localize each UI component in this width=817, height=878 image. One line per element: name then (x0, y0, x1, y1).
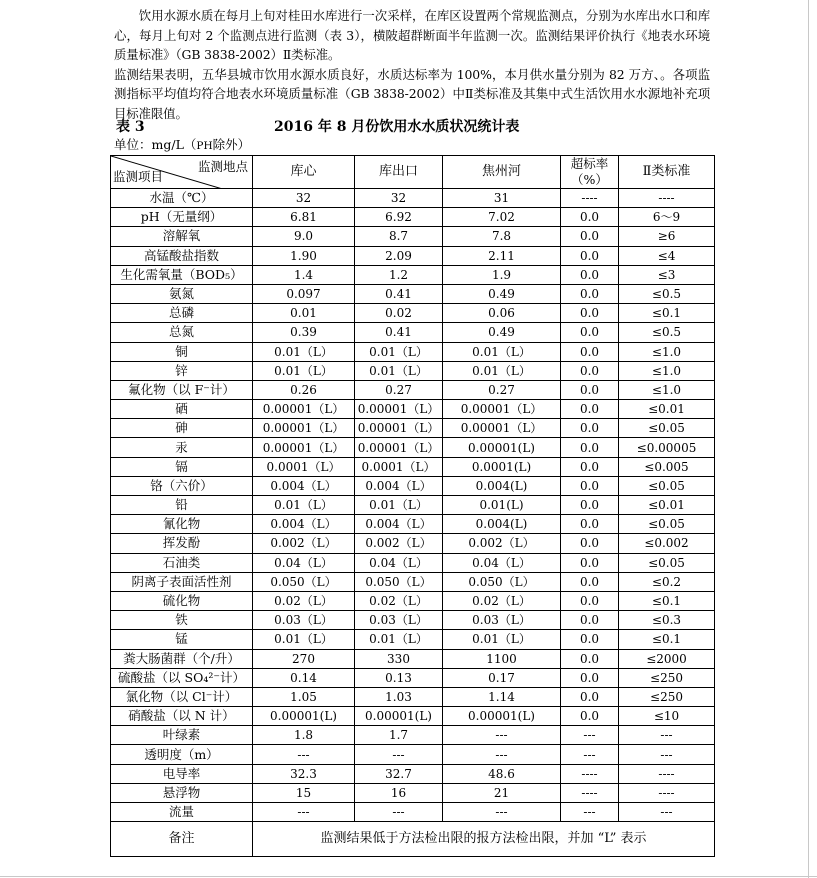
note-text: 监测结果低于方法检出限的报方法检出限，并加 “L” 表示 (253, 822, 715, 857)
row-kuchukou: 0.002（L） (355, 534, 443, 553)
row-kuxin: 1.4 (253, 265, 355, 284)
row-exceed-rate: --- (561, 745, 619, 764)
header-jiaozhouhe: 焦州河 (443, 156, 561, 189)
row-exceed-rate: 0.0 (561, 457, 619, 476)
table-row (111, 611, 715, 630)
row-kuchukou: 0.00001（L） (355, 438, 443, 457)
row-jiaozhouhe: 0.004(L) (443, 515, 561, 534)
row-kuxin: 0.01（L） (253, 496, 355, 515)
row-kuchukou: 330 (355, 649, 443, 668)
row-jiaozhouhe: 0.0001(L) (443, 457, 561, 476)
row-standard: ≤4 (619, 246, 715, 265)
row-kuchukou: 0.004（L） (355, 515, 443, 534)
row-item: 汞 (111, 438, 253, 457)
row-kuxin: 32.3 (253, 764, 355, 783)
row-kuxin: 0.050（L） (253, 572, 355, 591)
row-kuxin: 0.26 (253, 380, 355, 399)
row-item: 锰 (111, 630, 253, 649)
row-kuxin: 1.8 (253, 726, 355, 745)
row-exceed-rate: 0.0 (561, 304, 619, 323)
row-kuchukou: 0.050（L） (355, 572, 443, 591)
row-exceed-rate: 0.0 (561, 572, 619, 591)
row-kuchukou: 0.02 (355, 304, 443, 323)
row-item: 石油类 (111, 553, 253, 572)
row-exceed-rate: 0.0 (561, 649, 619, 668)
row-exceed-rate: --- (561, 726, 619, 745)
row-jiaozhouhe: 1.14 (443, 687, 561, 706)
row-standard: ≤1.0 (619, 342, 715, 361)
row-standard: ≤2000 (619, 649, 715, 668)
table-row (111, 764, 715, 783)
table-body (111, 189, 715, 822)
row-kuxin: 0.39 (253, 323, 355, 342)
row-exceed-rate: 0.0 (561, 476, 619, 495)
table-row (111, 515, 715, 534)
row-standard: ---- (619, 764, 715, 783)
row-jiaozhouhe: 0.02（L） (443, 591, 561, 610)
table-row (111, 476, 715, 495)
unit-suffix: 除外） (212, 137, 251, 152)
row-exceed-rate: 0.0 (561, 553, 619, 572)
row-kuxin: 0.002（L） (253, 534, 355, 553)
row-standard: 6～9 (619, 208, 715, 227)
row-kuchukou: 16 (355, 783, 443, 802)
row-kuxin: 0.00001（L） (253, 438, 355, 457)
row-jiaozhouhe: --- (443, 745, 561, 764)
table-row (111, 687, 715, 706)
row-item: 溶解氧 (111, 227, 253, 246)
table-row (111, 361, 715, 380)
row-standard: ≤0.002 (619, 534, 715, 553)
row-standard: ≤0.1 (619, 630, 715, 649)
header-class2-standard: Ⅱ类标准 (619, 156, 715, 189)
table-row (111, 630, 715, 649)
row-kuxin: 0.00001（L） (253, 400, 355, 419)
row-item: 粪大肠菌群（个/升） (111, 649, 253, 668)
row-item: 氰化物 (111, 515, 253, 534)
row-jiaozhouhe: 0.050（L） (443, 572, 561, 591)
row-jiaozhouhe: 7.8 (443, 227, 561, 246)
row-kuxin: 0.04（L） (253, 553, 355, 572)
row-item: pH（无量纲） (111, 208, 253, 227)
header-kuchukou: 库出口 (355, 156, 443, 189)
row-exceed-rate: 0.0 (561, 515, 619, 534)
row-standard: ≤0.1 (619, 591, 715, 610)
row-kuchukou: 8.7 (355, 227, 443, 246)
row-kuxin: 0.01（L） (253, 342, 355, 361)
header-exceed-rate (561, 156, 619, 189)
row-item: 阴离子表面活性剂 (111, 572, 253, 591)
row-jiaozhouhe: 0.00001(L) (443, 438, 561, 457)
row-kuchukou: 0.41 (355, 284, 443, 303)
row-jiaozhouhe: 0.49 (443, 323, 561, 342)
row-item: 氯化物（以 Cl⁻计） (111, 687, 253, 706)
row-kuxin: 6.81 (253, 208, 355, 227)
row-kuxin: 0.00001(L) (253, 707, 355, 726)
row-standard: ≤10 (619, 707, 715, 726)
row-item: 悬浮物 (111, 783, 253, 802)
row-standard: ≤1.0 (619, 380, 715, 399)
row-kuchukou: 1.2 (355, 265, 443, 284)
row-kuxin: 0.03（L） (253, 611, 355, 630)
row-kuchukou: 0.01（L） (355, 496, 443, 515)
row-standard: --- (619, 745, 715, 764)
row-exceed-rate: 0.0 (561, 361, 619, 380)
row-kuchukou: --- (355, 745, 443, 764)
row-kuchukou: 0.41 (355, 323, 443, 342)
row-item: 铁 (111, 611, 253, 630)
row-jiaozhouhe: 0.01（L） (443, 630, 561, 649)
table-row (111, 246, 715, 265)
table-row (111, 534, 715, 553)
row-kuchukou: 0.004（L） (355, 476, 443, 495)
header-location-label: 监测地点 (197, 159, 248, 174)
row-kuxin: 270 (253, 649, 355, 668)
row-jiaozhouhe: 0.01(L) (443, 496, 561, 515)
row-standard: ≤250 (619, 668, 715, 687)
row-item: 铜 (111, 342, 253, 361)
row-kuxin: 0.00001（L） (253, 419, 355, 438)
row-kuxin: 32 (253, 189, 355, 208)
row-exceed-rate: 0.0 (561, 323, 619, 342)
row-kuchukou: 0.01（L） (355, 361, 443, 380)
row-kuxin: 0.097 (253, 284, 355, 303)
table-row (111, 342, 715, 361)
table-number: 表 3 (116, 119, 145, 135)
row-item: 总氮 (111, 323, 253, 342)
table-title: 2016 年 8 月份饮用水水质状况统计表 (274, 119, 520, 135)
unit-note (114, 136, 250, 155)
row-kuxin: 0.01（L） (253, 630, 355, 649)
row-standard: ≤0.05 (619, 515, 715, 534)
row-item: 铬（六价） (111, 476, 253, 495)
table-row (111, 438, 715, 457)
row-item: 硝酸盐（以 N 计） (111, 707, 253, 726)
row-jiaozhouhe: 21 (443, 783, 561, 802)
row-exceed-rate: 0.0 (561, 284, 619, 303)
row-kuchukou: 0.02（L） (355, 591, 443, 610)
row-standard: ≤0.05 (619, 476, 715, 495)
table-row (111, 400, 715, 419)
row-standard: ≤0.05 (619, 553, 715, 572)
row-kuchukou: 1.03 (355, 687, 443, 706)
row-item: 流量 (111, 803, 253, 822)
row-exceed-rate: 0.0 (561, 419, 619, 438)
header-diagonal-cell (111, 156, 253, 189)
row-standard: ≤0.00005 (619, 438, 715, 457)
table-row (111, 803, 715, 822)
row-standard: ≤0.1 (619, 304, 715, 323)
table-row (111, 591, 715, 610)
row-standard: ≤3 (619, 265, 715, 284)
row-kuchukou: 2.09 (355, 246, 443, 265)
row-item: 透明度（m） (111, 745, 253, 764)
table-header-row (111, 156, 715, 189)
row-jiaozhouhe: 7.02 (443, 208, 561, 227)
row-item: 铅 (111, 496, 253, 515)
row-exceed-rate: ---- (561, 783, 619, 802)
table-row (111, 783, 715, 802)
row-kuchukou: 0.00001（L） (355, 400, 443, 419)
table-row (111, 745, 715, 764)
row-standard: ≤1.0 (619, 361, 715, 380)
row-exceed-rate: 0.0 (561, 400, 619, 419)
row-item: 砷 (111, 419, 253, 438)
row-standard: ≤0.005 (619, 457, 715, 476)
page-edge-bottom (0, 876, 817, 877)
row-item: 硒 (111, 400, 253, 419)
row-kuxin: 0.02（L） (253, 591, 355, 610)
water-quality-table (110, 155, 715, 857)
row-standard: ≥6 (619, 227, 715, 246)
row-jiaozhouhe: 2.11 (443, 246, 561, 265)
row-item: 水温（℃） (111, 189, 253, 208)
row-kuchukou: 0.01（L） (355, 630, 443, 649)
unit-ph: PH (196, 140, 213, 152)
row-jiaozhouhe: 0.06 (443, 304, 561, 323)
row-jiaozhouhe: 0.01（L） (443, 361, 561, 380)
row-kuchukou: 0.27 (355, 380, 443, 399)
row-exceed-rate: 0.0 (561, 611, 619, 630)
row-jiaozhouhe: 48.6 (443, 764, 561, 783)
row-item: 生化需氧量（BOD₅） (111, 265, 253, 284)
row-item: 高锰酸盐指数 (111, 246, 253, 265)
row-jiaozhouhe: 31 (443, 189, 561, 208)
row-kuxin: --- (253, 745, 355, 764)
row-jiaozhouhe: 1100 (443, 649, 561, 668)
row-standard: ---- (619, 783, 715, 802)
row-exceed-rate: ---- (561, 189, 619, 208)
row-jiaozhouhe: 1.9 (443, 265, 561, 284)
row-jiaozhouhe: 0.01（L） (443, 342, 561, 361)
row-standard: ≤0.3 (619, 611, 715, 630)
row-kuchukou: 32 (355, 189, 443, 208)
row-exceed-rate: 0.0 (561, 246, 619, 265)
table-row (111, 553, 715, 572)
row-kuchukou: 0.13 (355, 668, 443, 687)
row-item: 硫化物 (111, 591, 253, 610)
row-exceed-rate: 0.0 (561, 496, 619, 515)
row-kuchukou: --- (355, 803, 443, 822)
row-exceed-rate: 0.0 (561, 227, 619, 246)
row-item: 硫酸盐（以 SO₄²⁻计） (111, 668, 253, 687)
page-edge-right (808, 0, 809, 878)
row-kuxin: 1.90 (253, 246, 355, 265)
row-standard: ≤0.2 (619, 572, 715, 591)
row-kuxin: 15 (253, 783, 355, 802)
row-standard: ---- (619, 189, 715, 208)
intro-paragraph-1: 饮用水源水质在每月上旬对桂田水库进行一次采样，在库区设置两个常规监测点，分别为水库出水口和库心，每月上旬对 2 个监测点进行监测（表 3），横陂超群断面半年监测一次。监测结果评价执行《地表水环境质量标准》（GB 3838-2002）Ⅱ类标准。 (114, 8, 710, 62)
row-kuxin: 0.01（L） (253, 361, 355, 380)
row-exceed-rate: 0.0 (561, 208, 619, 227)
row-jiaozhouhe: --- (443, 726, 561, 745)
header-exceed-rate-line1: 超标率 (570, 156, 609, 171)
row-kuchukou: 0.01（L） (355, 342, 443, 361)
table-row (111, 189, 715, 208)
row-kuxin: 0.01 (253, 304, 355, 323)
row-kuxin: 0.004（L） (253, 476, 355, 495)
row-item: 锌 (111, 361, 253, 380)
unit-prefix: 单位：mg/L（ (114, 137, 197, 152)
table-row (111, 419, 715, 438)
row-kuxin: 9.0 (253, 227, 355, 246)
table-row (111, 380, 715, 399)
row-kuchukou: 1.7 (355, 726, 443, 745)
table-row (111, 284, 715, 303)
table-row (111, 726, 715, 745)
row-jiaozhouhe: 0.00001（L） (443, 419, 561, 438)
row-jiaozhouhe: 0.002（L） (443, 534, 561, 553)
row-standard: ≤0.5 (619, 323, 715, 342)
row-standard: ≤0.5 (619, 284, 715, 303)
row-item: 叶绿素 (111, 726, 253, 745)
table-row (111, 208, 715, 227)
row-item: 氟化物（以 F⁻计） (111, 380, 253, 399)
row-kuchukou: 0.00001(L) (355, 707, 443, 726)
row-kuxin: 1.05 (253, 687, 355, 706)
row-exceed-rate: 0.0 (561, 668, 619, 687)
table-row (111, 572, 715, 591)
row-standard: ≤0.01 (619, 400, 715, 419)
row-exceed-rate: 0.0 (561, 342, 619, 361)
table-row (111, 304, 715, 323)
row-kuchukou: 32.7 (355, 764, 443, 783)
row-item: 氨氮 (111, 284, 253, 303)
row-kuchukou: 0.04（L） (355, 553, 443, 572)
row-kuchukou: 0.0001（L） (355, 457, 443, 476)
row-jiaozhouhe: 0.00001（L） (443, 400, 561, 419)
header-kuxin: 库心 (253, 156, 355, 189)
table-row (111, 707, 715, 726)
row-exceed-rate: 0.0 (561, 534, 619, 553)
row-jiaozhouhe: 0.27 (443, 380, 561, 399)
row-jiaozhouhe: 0.03（L） (443, 611, 561, 630)
row-standard: ≤0.05 (619, 419, 715, 438)
row-exceed-rate: 0.0 (561, 380, 619, 399)
row-kuxin: 0.0001（L） (253, 457, 355, 476)
row-kuxin: 0.004（L） (253, 515, 355, 534)
row-standard: ≤250 (619, 687, 715, 706)
table-row (111, 323, 715, 342)
row-item: 电导率 (111, 764, 253, 783)
row-exceed-rate: 0.0 (561, 591, 619, 610)
note-label: 备注 (111, 822, 253, 857)
row-item: 总磷 (111, 304, 253, 323)
table-row (111, 227, 715, 246)
row-jiaozhouhe: 0.49 (443, 284, 561, 303)
row-jiaozhouhe: 0.04（L） (443, 553, 561, 572)
row-exceed-rate: 0.0 (561, 687, 619, 706)
row-jiaozhouhe: 0.004(L) (443, 476, 561, 495)
note-row (111, 822, 715, 857)
row-kuchukou: 0.03（L） (355, 611, 443, 630)
intro-text (114, 6, 710, 123)
row-item: 镉 (111, 457, 253, 476)
table-row (111, 668, 715, 687)
row-kuxin: 0.14 (253, 668, 355, 687)
row-kuxin: --- (253, 803, 355, 822)
row-kuchukou: 6.92 (355, 208, 443, 227)
row-exceed-rate: 0.0 (561, 707, 619, 726)
intro-paragraph-2: 监测结果表明，五华县城市饮用水源水质良好，水质达标率为 100%，本月供水量分别为 82 万方、。各项监测指标平均值均符合地表水环境质量标准（GB 3838-2002）中Ⅱ类标准及其集中式生活饮用水水源地补充项目标准限值。 (114, 66, 710, 121)
header-exceed-rate-line2: （%） (571, 172, 608, 187)
row-exceed-rate: --- (561, 803, 619, 822)
row-standard: --- (619, 803, 715, 822)
header-item-label: 监测项目 (113, 169, 164, 184)
row-standard: --- (619, 726, 715, 745)
row-jiaozhouhe: 0.00001(L) (443, 707, 561, 726)
row-exceed-rate: 0.0 (561, 630, 619, 649)
table-row (111, 496, 715, 515)
row-item: 挥发酚 (111, 534, 253, 553)
row-exceed-rate: ---- (561, 764, 619, 783)
row-standard: ≤0.01 (619, 496, 715, 515)
row-jiaozhouhe: 0.17 (443, 668, 561, 687)
table-row (111, 457, 715, 476)
row-jiaozhouhe: --- (443, 803, 561, 822)
row-kuchukou: 0.00001（L） (355, 419, 443, 438)
row-exceed-rate: 0.0 (561, 438, 619, 457)
table-row (111, 265, 715, 284)
table-caption (112, 116, 712, 136)
row-exceed-rate: 0.0 (561, 265, 619, 284)
table-row (111, 649, 715, 668)
